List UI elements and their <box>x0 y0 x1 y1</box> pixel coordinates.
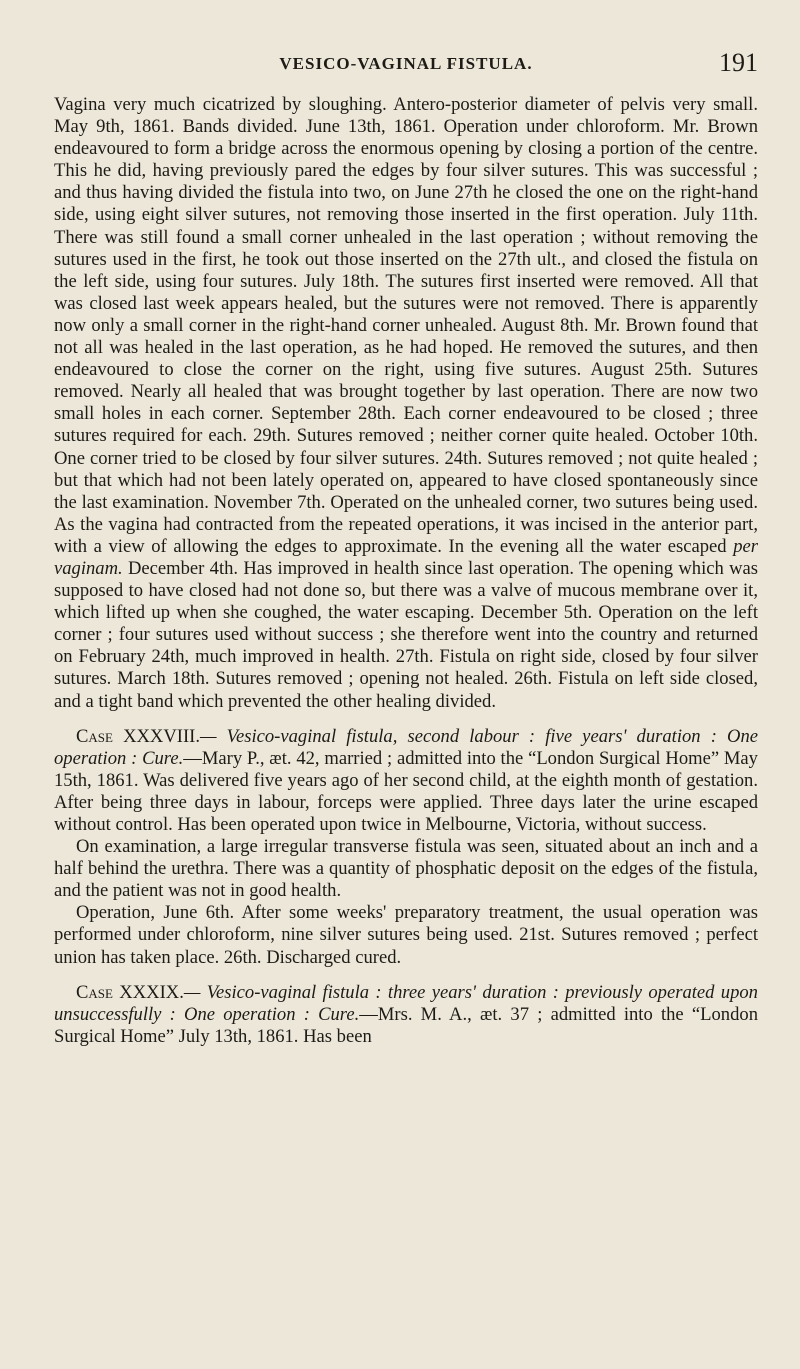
paragraph-case-39 <box>54 982 758 1048</box>
paragraph-text: Vagina very much cicatrized by sloughing. Antero-posterior diameter of pelvis very small. May 9th, 1861. Bands divided. June 13th, 1861. Operation under chloroform. Mr. Brown endeavoured to form a bridge across the enormous opening by closing a portion of the centre. This he did, having previously pared the edges by four silver sutures. This was successful ; and thus having divided the fistula into two, on June 27th he closed the one on the right-hand side, using eight silver sutures, not removing those inserted in the first operation. July 11th. There was still found a small corner unhealed in the last operation ; without removing the sutures used in the first, he took out those inserted on the 27th ult., and closed the fistula on the left side, using four sutures. July 18th. The sutures first inserted were removed. All that was closed last week appears healed, but the sutures were not removed. There is apparently now only a small corner in the right-hand corner unhealed. August 8th. Mr. Brown found that not all was healed in the last operation, as he had hoped. He removed the sutures, and then endeavoured to close the corner on the right, using five sutures. August 25th. Sutures removed. Nearly all healed that was brought together by last operation. There are now two small holes in each corner. September 28th. Each corner endeavoured to be closed ; three sutures required for each. 29th. Sutures removed ; neither corner quite healed. October 10th. One corner tried to be closed by four silver sutures. 24th. Sutures removed ; not quite healed ; but that which had not been lately operated on, appeared to have closed spontaneously since the last examination. November 7th. Operated on the unhealed corner, two sutures being used. As the vagina had contracted from the repeated operations, it was incised in the anterior part, with a view of allowing the edges to approximate. In the evening all the water escaped <box>54 94 758 557</box>
page-number: 191 <box>719 48 758 77</box>
paragraph-text: December 4th. Has improved in health since last operation. The opening which was supposed to have closed had not done so, but there was a valve of mucous membrane over it, which lifted up when she coughed, the water escaping. December 5th. Operation on the left corner ; four sutures used without success ; she therefore went into the country and returned on February 24th, much improved in health. 27th. Fistula on right side, closed by four silver sutures. March 18th. Sutures removed ; opening not healed. 26th. Fistula on left side closed, and a tight band which prevented the other healing divided. <box>54 557 759 712</box>
running-head: VESICO-VAGINAL FISTULA. <box>279 54 533 73</box>
paragraph-text: —Mary P., æt. 42, married ; admitted into the “London Surgical Home” May 15th, 1861. Was delivered five years ago of her second child, at the eighth month of gestation. After being three days in labour, forceps were applied. Three days later the urine escaped without control. Has been operated upon twice in Melbourne, Victoria, without success. <box>54 747 758 835</box>
page-header <box>54 48 758 82</box>
paragraph-case-38 <box>54 726 758 836</box>
paragraph-text: —Mrs. M. A., æt. 37 ; admitted into the “London Surgical Home” July 13th, 1861. Has been <box>54 1003 758 1047</box>
case-label: Case XXXVIII. <box>76 725 201 747</box>
body-text <box>54 94 758 1048</box>
paragraph-examination: On examination, a large irregular transverse fistula was seen, situated about an inch and a half behind the urethra. There was a quantity of phosphatic deposit on the edges of the fistula, and the patient was not in good health. <box>54 836 758 902</box>
case-label: Case XXXIX. <box>76 981 184 1003</box>
case-title: — Vesico-vaginal fistula : three years' duration : previously operated upon unsuccessfully : One operation : Cure. <box>54 981 758 1025</box>
paragraph-case-37-continued <box>54 94 758 713</box>
case-title: — Vesico-vaginal fistula, second labour : five years' duration : One operation : Cure. <box>54 725 758 769</box>
paragraph-operation: Operation, June 6th. After some weeks' preparatory treatment, the usual operation was performed under chloroform, nine silver sutures being used. 21st. Sutures removed ; perfect union has taken place. 26th. Discharged cured. <box>54 902 758 968</box>
italic-phrase: per vaginam. <box>54 535 759 579</box>
